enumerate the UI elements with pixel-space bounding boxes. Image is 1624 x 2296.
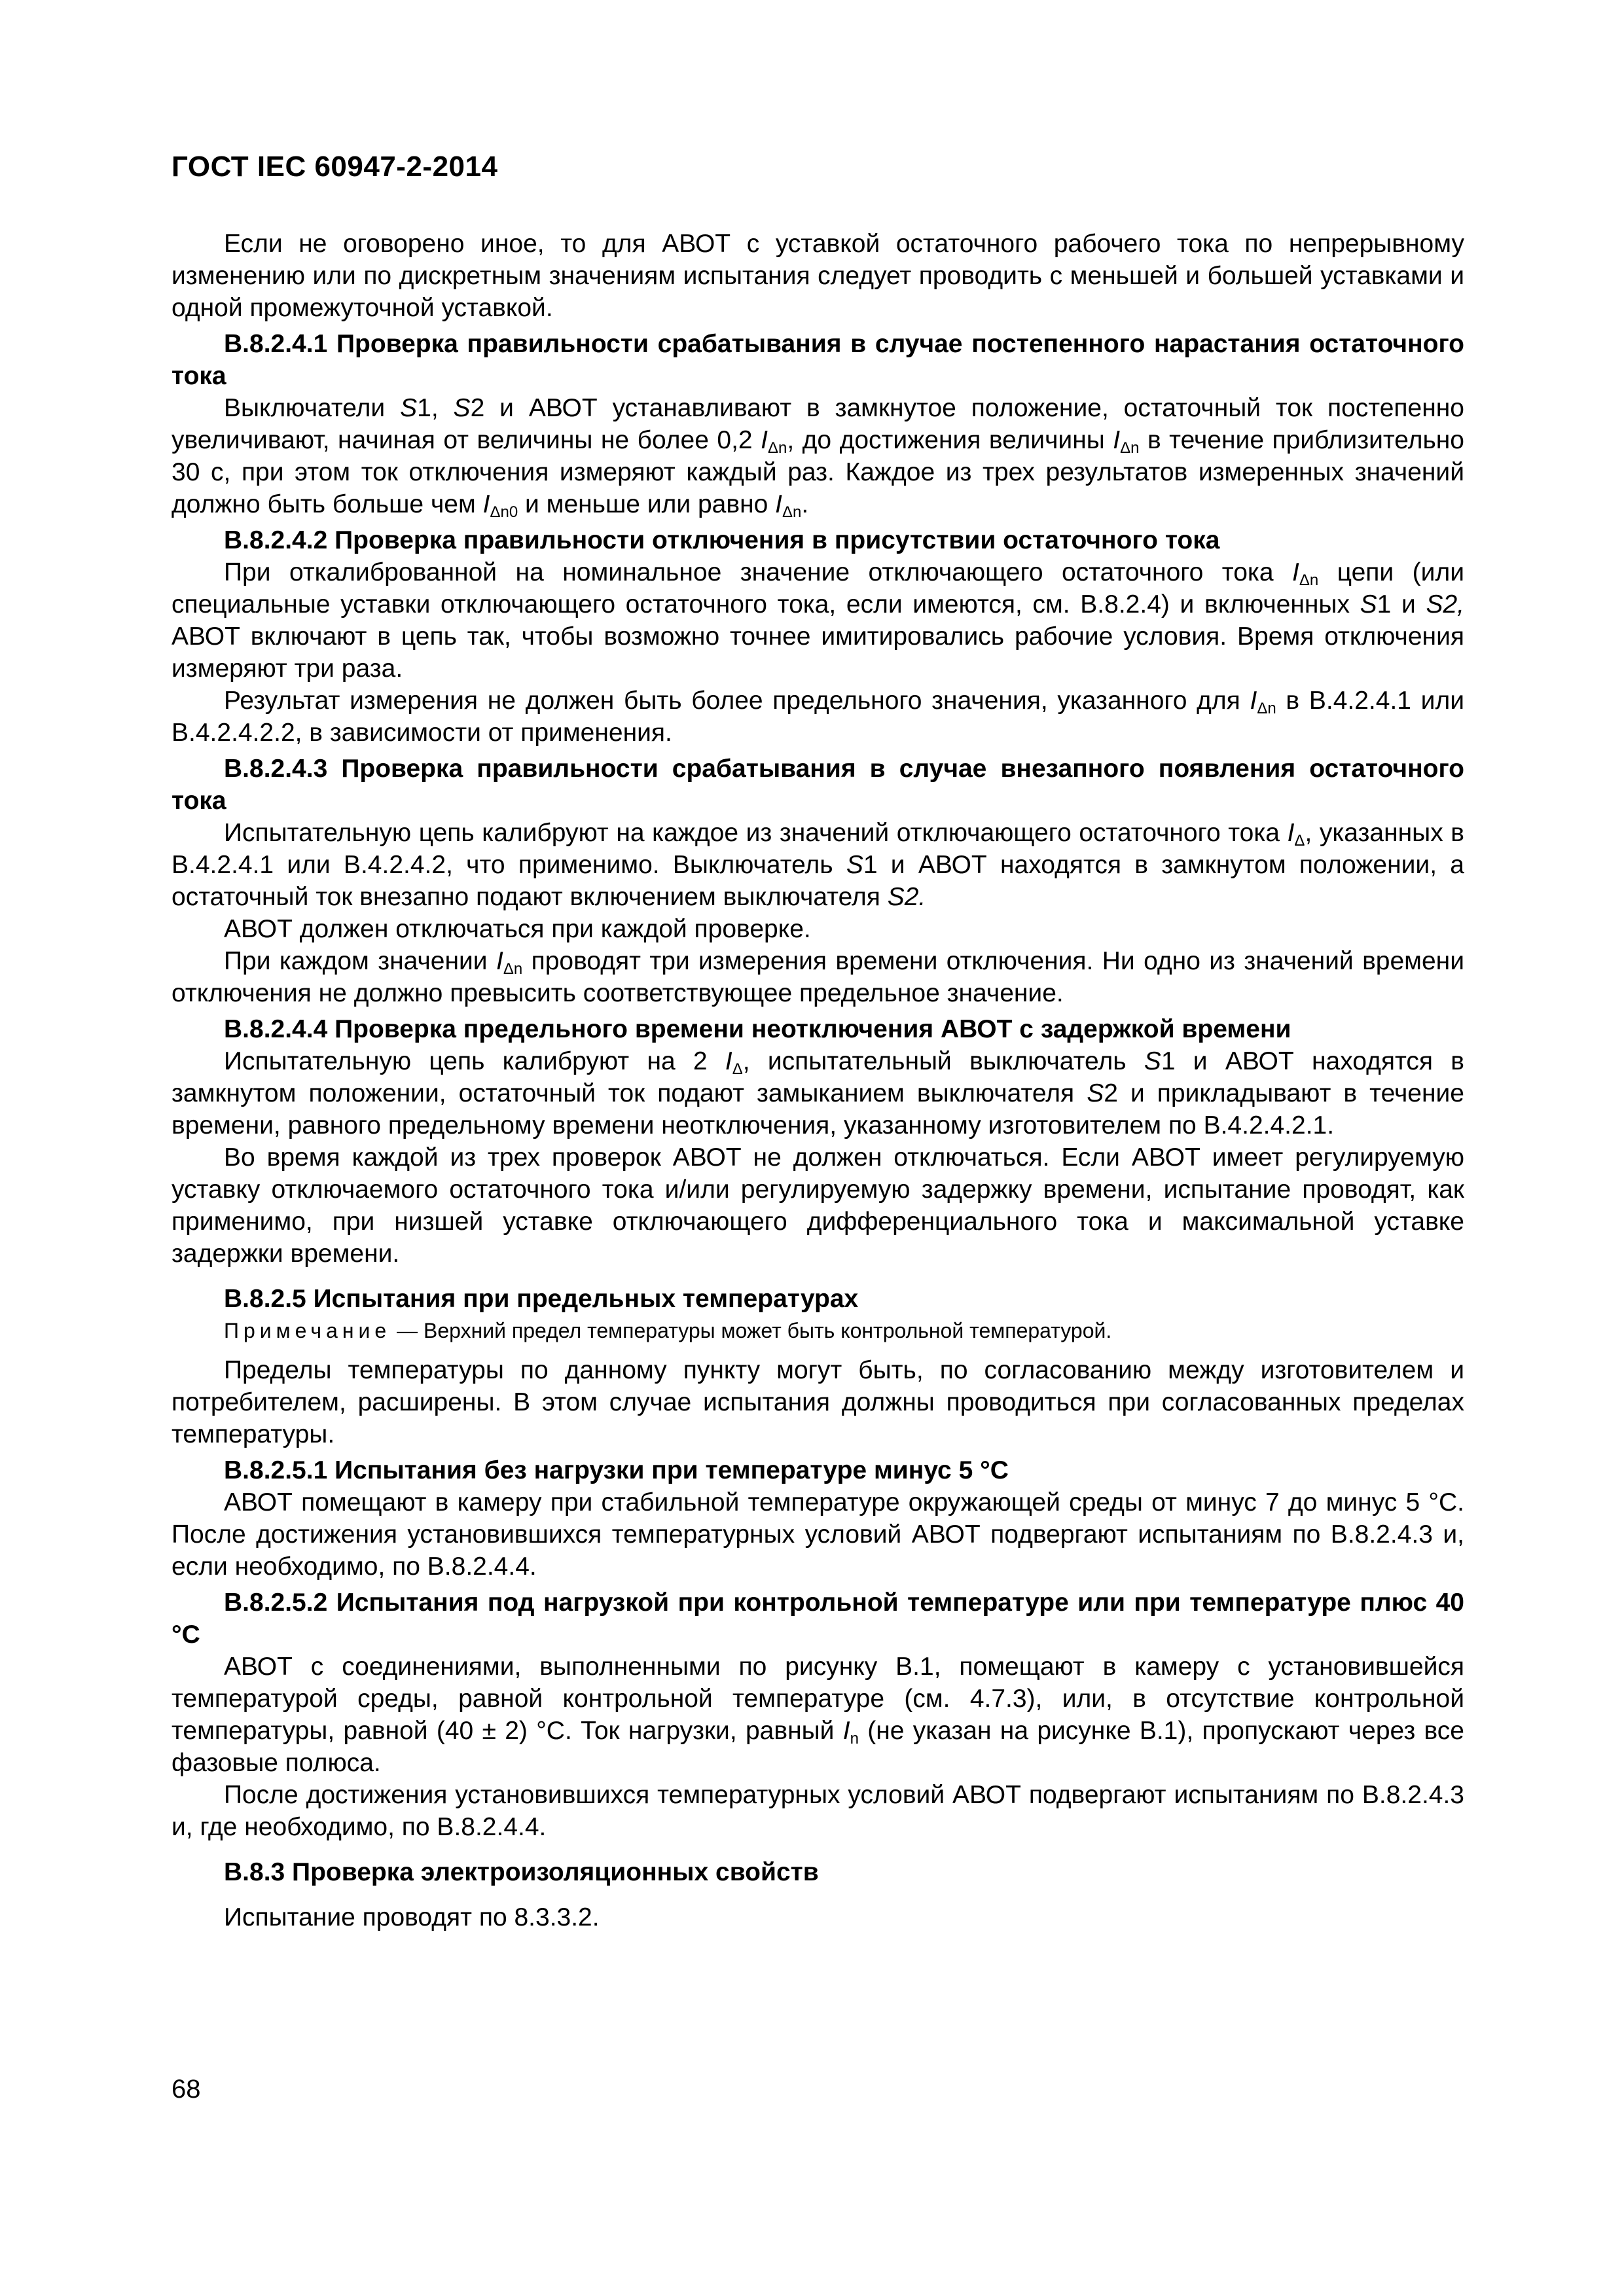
paragraph: АВОТ с соединениями, выполненными по рисунку В.1, помещают в камеру с установившейся температурой среды, равной контрольной температуре (см. 4.7.3), или, в отсутствие контрольной температуры, равной (40 ± 2) °С. Ток нагрузки, равный $I_n$ (не указан на рисунке В.1), пропускают через все фазовые полюса. bbox=[171, 1653, 1464, 1777]
paragraph: Если не оговорено иное, то для АВОТ с уставкой остаточного рабочего тока по непрерывному изменению или по дискретным значениям испытания следует проводить с меньшей и большей уставками и одной промежуточной уставкой. bbox=[171, 230, 1464, 322]
section-heading: В.8.2.4.4 Проверка предельного времени неотключения АВОТ с задержкой времени bbox=[224, 1015, 1291, 1043]
document-body bbox=[171, 228, 1464, 1933]
paragraph: Во время каждой из трех проверок АВОТ не должен отключаться. Если АВОТ имеет регулируемую уставку отключаемого остаточного тока и/или регулируемую задержку времени, испытание проводят, как применимо, при низшей уставке отключающего дифференциального тока и максимальной уставке задержки времени. bbox=[171, 1143, 1464, 1268]
paragraph: После достижения установившихся температурных условий АВОТ подвергают испытаниям по В.8.2.4.3 и, где необходимо, по В.8.2.4.4. bbox=[171, 1781, 1464, 1841]
paragraph: При откалиброванной на номинальное значение отключающего остаточного тока $I_{\Delta n}$ цепи (или специальные уставки отключающего остаточного тока, если имеются, см. В.8.2.4) и включенных S1 и S2, АВОТ включают в цепь так, чтобы возможно точнее имитировались рабочие условия. Время отключения измеряют три раза. bbox=[171, 558, 1464, 683]
section-heading: В.8.2.5.2 Испытания под нагрузкой при контрольной температуре или при температуре плюс 40 °С bbox=[171, 1588, 1464, 1649]
section-heading: В.8.2.4.2 Проверка правильности отключения в присутствии остаточного тока bbox=[224, 526, 1220, 554]
page-number: 68 bbox=[171, 2075, 201, 2104]
paragraph: Испытание проводят по 8.3.3.2. bbox=[224, 1903, 600, 1931]
paragraph: Выключатели S1, S2 и АВОТ устанавливают в замкнутое положение, остаточный ток постепенно увеличивают, начиная от величины не более 0,2 $I_{\Delta n}$, до достижения величины $I_{\Delta n}$ в течение приблизительно 30 с, при этом ток отключения измеряют каждый раз. Каждое из трех результатов измеренных значений должно быть больше чем $I_{\Delta n0}$ и меньше или равно $I_{\Delta n}$. bbox=[171, 394, 1464, 521]
note-text: — Верхний предел температуры может быть контрольной температурой. bbox=[391, 1319, 1112, 1342]
section-heading: В.8.3 Проверка электроизоляционных свойств bbox=[224, 1858, 819, 1886]
section-heading: В.8.2.4.3 Проверка правильности срабатывания в случае внезапного появления остаточного тока bbox=[171, 755, 1464, 815]
page-header: ГОСТ IEC 60947-2-2014 bbox=[171, 151, 498, 183]
section-heading: В.8.2.5.1 Испытания без нагрузки при температуре минус 5 °С bbox=[224, 1456, 1009, 1484]
paragraph: АВОТ должен отключаться при каждой проверке. bbox=[224, 915, 811, 943]
paragraph: АВОТ помещают в камеру при стабильной температуре окружающей среды от минус 7 до минус 5 °С. После достижения установившихся температурных условий АВОТ подвергают испытаниям по В.8.2.4.3 и, если необходимо, по В.8.2.4.4. bbox=[171, 1488, 1464, 1581]
paragraph: Пределы температуры по данному пункту могут быть, по согласованию между изготовителем и потребителем, расширены. В этом случае испытания должны проводиться при согласованных пределах температуры. bbox=[171, 1356, 1464, 1448]
section-heading: В.8.2.4.1 Проверка правильности срабатывания в случае постепенного нарастания остаточного тока bbox=[171, 330, 1464, 390]
paragraph: Испытательную цепь калибруют на 2 $I_\Delta$, испытательный выключатель S1 и АВОТ находятся в замкнутом положении, остаточный ток подают замыканием выключателя S2 и прикладывают в течение времени, равного предельному времени неотключения, указанному изготовителем по В.4.2.4.2.1. bbox=[171, 1047, 1464, 1139]
paragraph: Результат измерения не должен быть более предельного значения, указанного для $I_{\Delta n}$ в В.4.2.4.1 или В.4.2.4.2.2, в зависимости от применения. bbox=[171, 687, 1464, 747]
section-heading: В.8.2.5 Испытания при предельных температурах bbox=[224, 1285, 859, 1313]
note-label: Примечание bbox=[224, 1319, 391, 1342]
paragraph: Испытательную цепь калибруют на каждое из значений отключающего остаточного тока $I_\Delta$, указанных в В.4.2.4.1 или В.4.2.4.2, что применимо. Выключатель S1 и АВОТ находятся в замкнутом положении, а остаточный ток внезапно подают включением выключателя S2. bbox=[171, 819, 1464, 911]
paragraph: При каждом значении $I_{\Delta n}$ проводят три измерения времени отключения. Ни одно из значений времени отключения не должно превысить соответствующее предельное значение. bbox=[171, 947, 1464, 1007]
note bbox=[171, 1316, 1464, 1345]
